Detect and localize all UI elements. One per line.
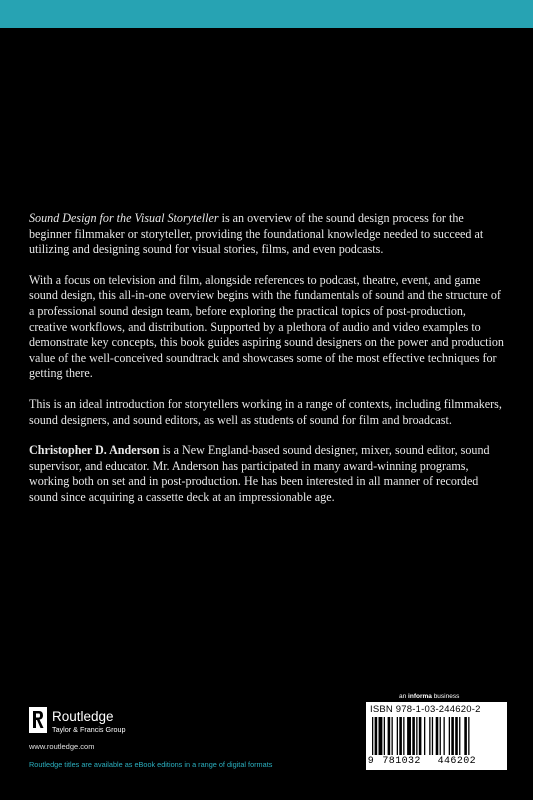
barcode-bars-icon <box>372 717 502 755</box>
blurb-paragraph-3: This is an ideal introduction for storytellers working in a range of contexts, including filmmakers, sound designers, and sound editors, as well as students of sound for film and broadcast. <box>29 396 502 427</box>
isbn-number: ISBN 978-1-03-244620-2 <box>370 704 481 715</box>
barcode-digit-group-1: 781032 <box>382 756 421 767</box>
informa-brand: informa <box>408 693 432 700</box>
blurb-paragraph-1 <box>29 211 507 258</box>
ebook-availability-note: Routledge titles are available as eBook editions in a range of digital formats <box>29 760 273 769</box>
routledge-r-icon <box>29 707 47 733</box>
book-title-italic: Sound Design for the Visual Storyteller <box>29 211 219 225</box>
routledge-logo <box>29 707 199 737</box>
author-bio-text: is a New England-based sound designer, mixer, sound editor, sound supervisor, and educator. Mr. Anderson has participated in many award-winning programs, working both on set and in post-production. He has been interested in all manner of recorded sound since acquiring a cassette deck at an impressionable age. <box>29 443 490 504</box>
author-name: Christopher D. Anderson <box>29 443 160 458</box>
isbn-barcode <box>366 702 507 770</box>
publisher-name: Routledge <box>52 709 114 724</box>
barcode-digits <box>366 756 507 767</box>
barcode-lead-digit: 9 <box>367 756 375 767</box>
back-cover-blurb <box>29 211 507 521</box>
publisher-website[interactable]: www.routledge.com <box>29 742 95 751</box>
author-bio <box>29 443 507 505</box>
barcode-digit-group-2: 446202 <box>437 756 477 767</box>
top-color-band <box>0 0 533 28</box>
publisher-group: Taylor & Francis Group <box>52 725 126 734</box>
informa-business-tag: an informa business <box>399 693 460 700</box>
blurb-paragraph-2: With a focus on television and film, alongside references to podcast, theatre, event, and game sound design, this all-in-one overview begins with the fundamentals of sound and the structure of a professional sound design team, before exploring the practical topics of post-production, creative workflows, and distribution. Supported by a plethora of audio and video examples to demonstrate key concepts, this book guides aspiring sound designers on the power and production value of the well-conceived soundtrack and showcases some of the most effective techniques for getting there. <box>29 272 504 381</box>
blurb-paragraph-1-text: is an overview of the sound design process for the beginner filmmaker or storyteller, providing the foundational knowledge needed to succeed at utilizing and designing sound for visual stories, films, and even podcasts. <box>29 211 484 257</box>
